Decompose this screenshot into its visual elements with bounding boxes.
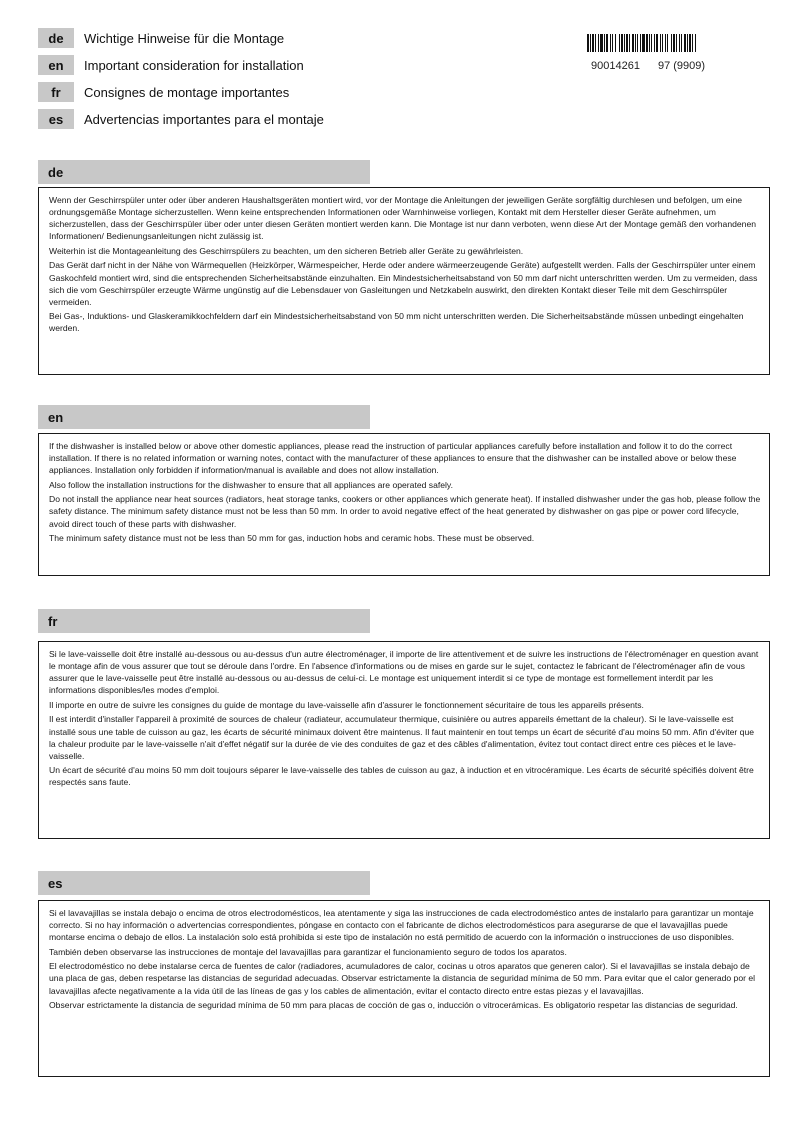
paragraph: Weiterhin ist die Montageanleitung des Geschirrspülers zu beachten, um den sicheren Betrieb aller Geräte zu gewährleisten.: [49, 245, 524, 256]
paragraph: Bei Gas-, Induktions- und Glaskeramikkochfeldern darf ein Mindestsicherheitsabstand von 50 mm nicht unterschritten werden. Die Sicherheitsabstände müssen unbedingt eingehalten werden.: [49, 311, 744, 334]
paragraph: Do not install the appliance near heat sources (radiators, heat storage tanks, cookers or other appliances which generate heat). If installed dishwasher under the gas hob, please follow the safety distance. The minimum safety distance must not be less than 50 mm. In order to avoid negative effect of the heat generated by dishwasher on gas pipe or power cord lifecycle, avoid direct touch of these parts with dishwasher.: [49, 494, 761, 529]
document-number: 90014261: [591, 60, 640, 72]
paragraph: El electrodoméstico no debe instalarse cerca de fuentes de calor (radiadores, acumuladores de calor, cocinas u otros aparatos que generen calor). Si el lavavajillas se instala debajo de una placa de gas, deben respetarse las distancias de seguridad adecuadas. Observar estrictamente la distancia de seguridad mínima de 50 mm. Para evitar que el calor generado por el lavavajillas afecte negativamente a la vida útil de las líneas de gas y los cables de alimentación, evitar el contacto directo entre estas piezas y el lavavajillas.: [49, 961, 756, 996]
language-badge-de: de: [38, 28, 74, 48]
paragraph: The minimum safety distance must not be less than 50 mm for gas, induction hobs and ceramic hobs. These must be observed.: [49, 533, 535, 544]
language-badge-en: en: [38, 55, 74, 75]
barcode-icon: [587, 34, 761, 52]
document-code: [591, 60, 705, 72]
section-header-en: en: [38, 405, 370, 429]
paragraph: Un écart de sécurité d'au moins 50 mm doit toujours séparer le lave-vaisselle des tables de cuisson au gaz, à induction et en vitrocéramique. Les écarts de sécurité spécifiés doivent être respectés sans faute.: [49, 765, 754, 788]
language-row-de: [38, 28, 284, 48]
language-row-fr: [38, 82, 289, 102]
language-badge-es: es: [38, 109, 74, 129]
language-row-en: [38, 55, 304, 75]
paragraph: Si el lavavajillas se instala debajo o encima de otros electrodomésticos, lea atentamente y siga las instrucciones de cada electrodoméstico antes de instalarlo para garantizar un montaje correcto. Si no hay información o advertencias correspondientes, póngase en contacto con el fabricante de dichos electrodomésticos para asegurarse de que el lavavajillas puede montarse encima o debajo de ellos. La instalación solo está prohibida si este tipo de instalación no está permitido de acuerdo con la información o instrucciones de uso disponibles.: [49, 908, 754, 943]
paragraph: Das Gerät darf nicht in der Nähe von Wärmequellen (Heizkörper, Wärmespeicher, Herde oder andere wärmeerzeugende Geräte) aufgestellt werden. Falls der Geschirrspüler unter einem Gaskochfeld montiert wird, sind die entsprechenden Sicherheitsabstände einzuhalten. Ein Mindestsicherheitsabstand von 50 mm darf nicht unterschritten werden. Um zu vermeiden, dass sich die vom Geschirrspüler erzeugte Wärme ungünstig auf die Lebensdauer von Gasleitungen und Netzkabeln auswirkt, den direkten Kontakt dieser Teile mit dem Geschirrspüler vermeiden.: [49, 260, 758, 307]
section-box-es: [38, 900, 770, 1077]
paragraph: También deben observarse las instrucciones de montaje del lavavajillas para garantizar el funcionamiento seguro de todos los aparatos.: [49, 946, 567, 957]
paragraph: If the dishwasher is installed below or above other domestic appliances, please read the instruction of particular appliances carefully before installation and follow it to do the correct installation. If there is no related information or warning notes, contact with the manufacturer of these appliances to ensure that the dishwasher can be installed above or below these appliances. Installation only forbidden if information/manual is available and does not allow installation.: [49, 441, 737, 476]
section-header-es: es: [38, 871, 370, 895]
section-header-de: de: [38, 160, 370, 184]
document-revision: 97 (9909): [657, 60, 706, 72]
paragraph: Il importe en outre de suivre les consignes du guide de montage du lave-vaisselle afin d'assurer le fonctionnement sécuritaire de tous les appareils présents.: [49, 699, 644, 710]
paragraph: Observar estrictamente la distancia de seguridad mínima de 50 mm para placas de cocción de gas o, inducción o vitrocerámicas. Es obligatorio respetar las distancias de seguridad.: [49, 1000, 738, 1011]
language-title-en: Important consideration for installation: [84, 57, 304, 73]
language-title-de: Wichtige Hinweise für die Montage: [84, 30, 285, 46]
section-box-fr: [38, 641, 770, 839]
barcode: [587, 34, 761, 52]
paragraph: Wenn der Geschirrspüler unter oder über anderen Haushaltsgeräten montiert wird, vor der Montage die Anleitungen der jeweiligen Geräte sorgfältig durchlesen und befolgen, um eine ordnungsgemäße Montage sicherzustellen. Wenn keine entsprechenden Informationen oder Warnhinweise vorliegen, Kontakt mit dem Hersteller dieser Geräte aufnehmen, um sicherzustellen, dass der Geschirrspüler über oder unter diesen Geräten montiert werden kann. Die Montage ist nur dann verboten, wenn diese Art der Montage gemäß den vorhandenen Informationen/ Bedienungsanleitungen nicht zulässig ist.: [49, 195, 757, 242]
section-box-en: [38, 433, 770, 576]
section-box-de: [38, 187, 770, 375]
language-title-fr: Consignes de montage importantes: [84, 84, 290, 100]
language-row-es: [38, 109, 324, 129]
paragraph: Also follow the installation instructions for the dishwasher to ensure that all appliances are operated safely.: [49, 479, 453, 490]
paragraph: Si le lave-vaisselle doit être installé au-dessous ou au-dessus d'un autre électroménager, il importe de lire attentivement et de suivre les instructions de l'électroménager en question avant le montage afin de vous assurer que tout se déroule dans l'ordre. En l'absence d'informations ou de mises en garde sur le sujet, contactez le fabricant de l'électroménager afin de vous assurer que le lave-vaisselle peut être installé au-dessous ou au-dessus de celui-ci. Le montage est uniquement interdit si ce type de montage est formellement interdit par les informations disponibles/les modes d'emploi.: [49, 649, 759, 696]
paragraph: Il est interdit d'installer l'appareil à proximité de sources de chaleur (radiateur, accumulateur thermique, cuisinière ou autres appareils émettant de la chaleur). Si le lave-vaisselle est installé sous une table de cuisson au gaz, les écarts de sécurité minimaux doivent être maintenus. Il faut maintenir en tout temps un écart de sécurité d'au moins 50 mm. Afin d'éviter que la chaleur produite par le lave-vaisselle n'ait d'effet négatif sur la durée de vie des conduites de gaz et des câbles d'alimentation, évitez tout contact direct entre ces pièces et le lave-vaisselle.: [49, 714, 755, 761]
language-title-es: Advertencias importantes para el montaje: [84, 111, 324, 127]
language-badge-fr: fr: [38, 82, 74, 102]
section-header-fr: fr: [38, 609, 370, 633]
